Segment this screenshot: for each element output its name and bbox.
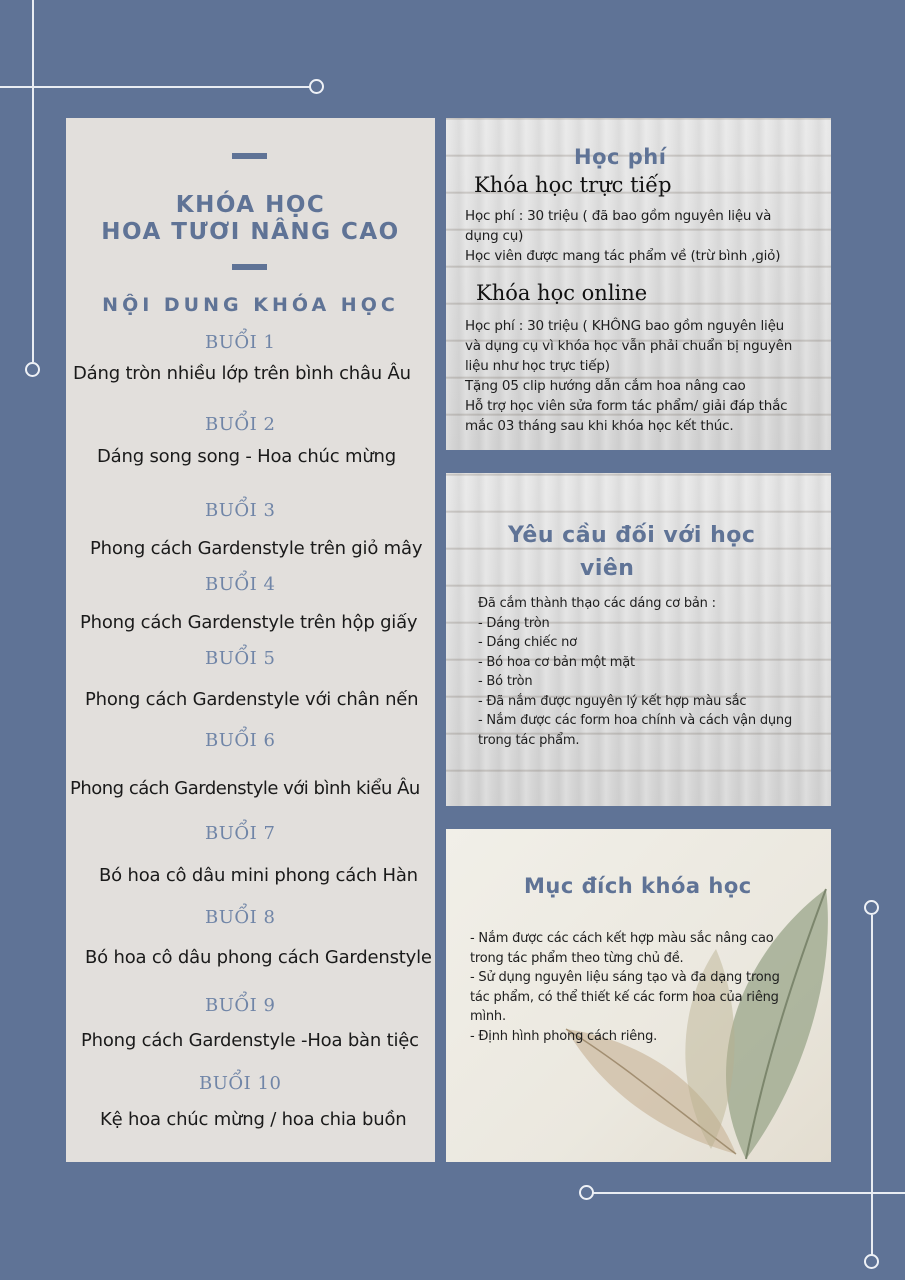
requirement-line-1: Đã cắm thành thạo các dáng cơ bản : xyxy=(478,596,716,611)
session-title-2: Dáng song song - Hoa chúc mừng xyxy=(97,446,396,467)
title-dash-top xyxy=(232,153,267,159)
purpose-line-3: - Sử dụng nguyên liệu sáng tạo và đa dạng trong xyxy=(470,970,780,985)
session-label-1: BUỔI 1 xyxy=(205,332,276,353)
online-line-4: Tặng 05 clip hướng dẫn cắm hoa nâng cao xyxy=(465,378,746,394)
requirements-list xyxy=(478,594,792,750)
requirements-panel xyxy=(446,473,831,806)
session-label-8: BUỔI 8 xyxy=(205,907,276,928)
session-label-10: BUỔI 10 xyxy=(199,1073,282,1094)
decor-line-right-vertical xyxy=(871,915,873,1255)
online-line-5: Hỗ trợ học viên sửa form tác phẩm/ giải đáp thắc xyxy=(465,398,788,414)
session-title-1: Dáng tròn nhiều lớp trên bình châu Âu xyxy=(73,363,411,384)
title-dash-bottom xyxy=(232,264,267,270)
course-title-line1: KHÓA HỌC xyxy=(175,192,326,218)
purpose-line-4: tác phẩm, có thể thiết kế các form hoa của riêng xyxy=(470,989,779,1005)
decor-ring-right-bottom xyxy=(864,1254,879,1269)
session-label-2: BUỔI 2 xyxy=(205,414,276,435)
fees-heading: Học phí xyxy=(574,145,667,169)
direct-line-1: Học phí : 30 triệu ( đã bao gồm nguyên liệu và xyxy=(465,208,772,224)
decor-ring-top xyxy=(309,79,324,94)
session-title-5: Phong cách Gardenstyle với chân nến xyxy=(85,689,419,710)
requirement-line-2: - Dáng tròn xyxy=(478,615,550,631)
requirement-line-7: - Nắm được các form hoa chính và cách vận dụng xyxy=(478,713,793,728)
session-label-6: BUỔI 6 xyxy=(205,730,276,751)
requirements-heading-line2: viên xyxy=(580,556,635,581)
decor-ring-bottom xyxy=(579,1185,594,1200)
session-title-6: Phong cách Gardenstyle với bình kiểu Âu xyxy=(70,778,420,799)
requirement-line-6: - Đã nắm được nguyên lý kết hợp màu sắc xyxy=(478,693,747,709)
direct-line-3: Học viên được mang tác phẩm về (trừ bình ,giỏ) xyxy=(465,248,781,264)
purpose-line-1: - Nắm được các cách kết hợp màu sắc nâng cao xyxy=(470,931,774,946)
session-label-4: BUỔI 4 xyxy=(205,574,276,595)
decor-ring-right-top xyxy=(864,900,879,915)
direct-course-title: Khóa học trực tiếp xyxy=(474,173,672,197)
direct-course-details xyxy=(465,206,780,266)
session-label-7: BUỔI 7 xyxy=(205,823,276,844)
decor-line-bottom-horizontal xyxy=(593,1192,905,1194)
purpose-line-5: mình. xyxy=(470,1009,506,1024)
requirement-line-3: - Dáng chiếc nơ xyxy=(478,635,577,650)
purpose-list xyxy=(470,929,780,1046)
decor-line-top-left-vertical xyxy=(32,0,34,362)
session-title-4: Phong cách Gardenstyle trên hộp giấy xyxy=(80,612,418,633)
session-label-5: BUỔI 5 xyxy=(205,648,276,669)
requirement-line-5: - Bó tròn xyxy=(478,674,533,689)
session-title-10: Kệ hoa chúc mừng / hoa chia buồn xyxy=(100,1109,407,1130)
online-line-3: liệu như học trực tiếp) xyxy=(465,358,610,374)
session-label-9: BUỔI 9 xyxy=(205,995,276,1016)
online-course-title: Khóa học online xyxy=(476,281,648,305)
course-title-line2: HOA TƯƠI NÂNG CAO xyxy=(101,219,400,245)
requirement-line-4: - Bó hoa cơ bản một mặt xyxy=(478,654,635,670)
decor-ring-left xyxy=(25,362,40,377)
content-heading: NỘI DUNG KHÓA HỌC xyxy=(102,294,399,316)
direct-line-2: dụng cụ) xyxy=(465,228,524,244)
course-content-panel xyxy=(66,118,435,1162)
requirement-line-8: trong tác phẩm. xyxy=(478,732,580,748)
online-line-6: mắc 03 tháng sau khi khóa học kết thúc. xyxy=(465,418,734,434)
online-course-details xyxy=(465,316,792,436)
online-line-2: và dụng cụ vì khóa học vẫn phải chuẩn bị nguyên xyxy=(465,338,793,354)
fees-panel xyxy=(446,118,831,450)
session-title-9: Phong cách Gardenstyle -Hoa bàn tiệc xyxy=(81,1030,419,1051)
decor-line-top-horizontal xyxy=(0,86,310,88)
session-title-8: Bó hoa cô dâu phong cách Gardenstyle xyxy=(85,947,432,968)
requirements-heading-line1: Yêu cầu đối với học xyxy=(508,523,756,548)
purpose-panel xyxy=(446,829,831,1162)
purpose-line-2: trong tác phẩm theo từng chủ đề. xyxy=(470,950,684,966)
session-title-3: Phong cách Gardenstyle trên giỏ mây xyxy=(90,538,423,559)
purpose-heading: Mục đích khóa học xyxy=(524,874,752,898)
session-label-3: BUỔI 3 xyxy=(205,500,276,521)
session-title-7: Bó hoa cô dâu mini phong cách Hàn xyxy=(99,865,418,886)
purpose-line-6: - Định hình phong cách riêng. xyxy=(470,1028,658,1044)
online-line-1: Học phí : 30 triệu ( KHÔNG bao gồm nguyên liệu xyxy=(465,318,785,334)
